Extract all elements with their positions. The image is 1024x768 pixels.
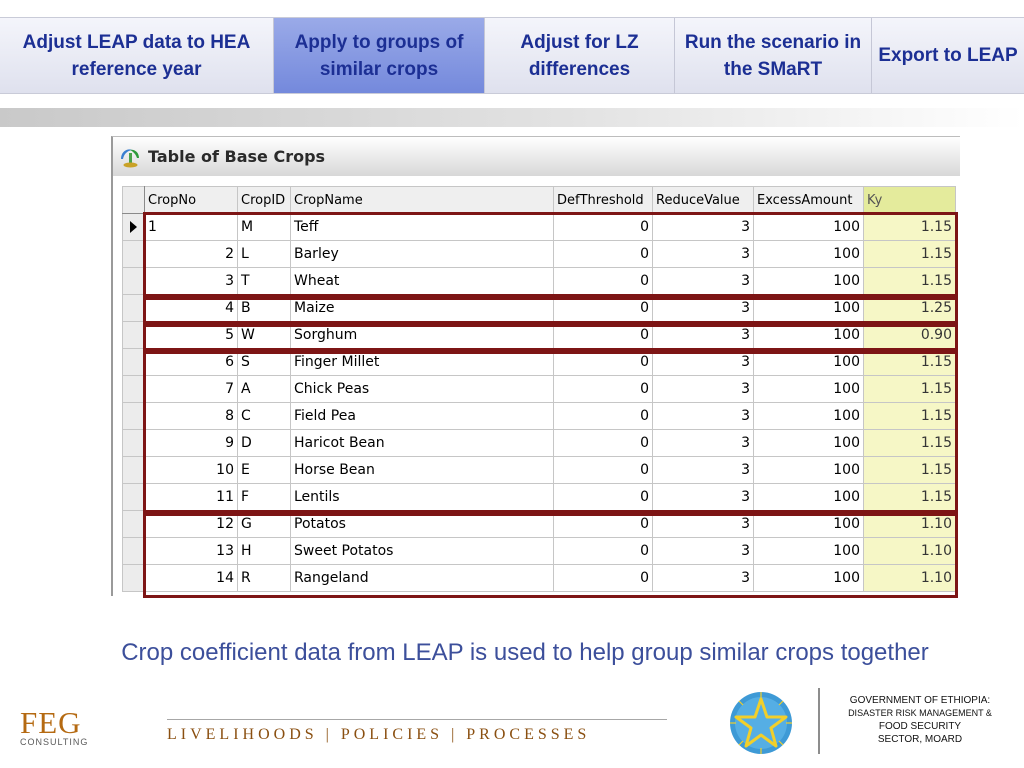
row-selector[interactable] [123,241,145,268]
cell-cropname[interactable]: Wheat [291,268,554,295]
row-selector[interactable] [123,376,145,403]
row-selector[interactable] [123,295,145,322]
cell-reducevalue[interactable]: 3 [653,430,754,457]
column-header-cropid[interactable]: CropID [238,187,291,214]
cell-cropid[interactable]: C [238,403,291,430]
cell-ky[interactable]: 1.15 [864,484,956,511]
slide-caption: Crop coefficient data from LEAP is used to help group similar crops together [121,639,929,666]
cell-cropname[interactable]: Horse Bean [291,457,554,484]
row-selector[interactable] [123,538,145,565]
cell-cropno[interactable]: 2 [145,241,238,268]
cell-cropno[interactable]: 1 [145,214,238,241]
gov-line-4: SECTOR, MOARD [877,734,963,745]
cell-cropno[interactable]: 11 [145,484,238,511]
cell-excessamount[interactable]: 100 [754,241,864,268]
cell-reducevalue[interactable]: 3 [653,457,754,484]
window-title: Table of Base Crops [148,147,326,166]
cell-defthreshold[interactable]: 0 [554,484,653,511]
table-row[interactable] [123,376,956,403]
cell-cropno[interactable]: 13 [145,538,238,565]
decorative-band [0,108,1024,127]
cell-reducevalue[interactable]: 3 [653,322,754,349]
cell-cropid[interactable]: T [238,268,291,295]
cell-defthreshold[interactable]: 0 [554,349,653,376]
cell-ky[interactable]: 1.25 [864,295,956,322]
table-row[interactable] [123,214,956,241]
feg-logo-subtext: CONSULTING [20,737,89,747]
cell-cropid[interactable]: W [238,322,291,349]
cell-cropname[interactable]: Sweet Potatos [291,538,554,565]
government-credit [830,694,1010,746]
feg-logo-text: FEG [20,705,82,740]
row-selector[interactable] [123,214,145,241]
cell-cropno[interactable]: 12 [145,511,238,538]
column-header-reducevalue[interactable]: ReduceValue [653,187,754,214]
cell-reducevalue[interactable]: 3 [653,376,754,403]
cell-excessamount[interactable]: 100 [754,457,864,484]
cell-cropname[interactable]: Sorghum [291,322,554,349]
cell-excessamount[interactable]: 100 [754,295,864,322]
cell-cropname[interactable]: Lentils [291,484,554,511]
cell-cropid[interactable]: H [238,538,291,565]
gov-line-2: DISASTER RISK MANAGEMENT & [848,708,992,718]
cell-cropname[interactable]: Potatos [291,511,554,538]
tab-adjust-leap-data[interactable]: Adjust LEAP data to HEA reference year [0,18,274,93]
cell-ky[interactable]: 1.10 [864,511,956,538]
table-row[interactable] [123,484,956,511]
current-row-arrow-icon [130,221,137,233]
table-row[interactable] [123,538,956,565]
cell-cropno[interactable]: 3 [145,268,238,295]
cell-ky[interactable]: 0.90 [864,322,956,349]
cell-reducevalue[interactable]: 3 [653,295,754,322]
cell-cropname[interactable]: Teff [291,214,554,241]
cell-cropno[interactable]: 8 [145,403,238,430]
column-header-cropname[interactable]: CropName [291,187,554,214]
cell-cropno[interactable]: 9 [145,430,238,457]
footer-tagline: LIVELIHOODS | POLICIES | PROCESSES [167,726,591,743]
cell-reducevalue[interactable]: 3 [653,241,754,268]
cell-cropname[interactable]: Rangeland [291,565,554,592]
cell-cropid[interactable]: B [238,295,291,322]
cell-defthreshold[interactable]: 0 [554,430,653,457]
column-header-excessamount[interactable]: ExcessAmount [754,187,864,214]
cell-cropname[interactable]: Maize [291,295,554,322]
tab-apply-to-groups[interactable]: Apply to groups of similar crops [274,18,485,93]
cell-cropno[interactable]: 10 [145,457,238,484]
cell-cropid[interactable]: M [238,214,291,241]
table-row[interactable] [123,511,956,538]
tab-run-scenario[interactable]: Run the scenario in the SMaRT [675,18,872,93]
crop-plant-icon [118,146,142,168]
cell-ky[interactable]: 1.10 [864,565,956,592]
cell-reducevalue[interactable]: 3 [653,511,754,538]
cell-reducevalue[interactable]: 3 [653,403,754,430]
cell-cropid[interactable]: A [238,376,291,403]
row-selector[interactable] [123,565,145,592]
table-row[interactable] [123,295,956,322]
row-selector[interactable] [123,349,145,376]
cell-excessamount[interactable]: 100 [754,430,864,457]
cell-excessamount[interactable]: 100 [754,511,864,538]
cell-reducevalue[interactable]: 3 [653,214,754,241]
cell-defthreshold[interactable]: 0 [554,295,653,322]
cell-cropid[interactable]: D [238,430,291,457]
footer-rule [167,719,667,720]
cell-ky[interactable]: 1.15 [864,430,956,457]
row-selector[interactable] [123,430,145,457]
cell-defthreshold[interactable]: 0 [554,214,653,241]
cell-cropid[interactable]: E [238,457,291,484]
cell-ky[interactable]: 1.15 [864,268,956,295]
cell-ky[interactable]: 1.15 [864,349,956,376]
cell-cropid[interactable]: G [238,511,291,538]
cell-excessamount[interactable]: 100 [754,268,864,295]
cell-reducevalue[interactable]: 3 [653,565,754,592]
cell-cropno[interactable]: 7 [145,376,238,403]
cell-defthreshold[interactable]: 0 [554,511,653,538]
cell-cropno[interactable]: 4 [145,295,238,322]
cell-defthreshold[interactable]: 0 [554,565,653,592]
window-title-bar[interactable] [111,136,960,176]
table-row[interactable] [123,349,956,376]
cell-reducevalue[interactable]: 3 [653,268,754,295]
table-row[interactable] [123,430,956,457]
cell-cropid[interactable]: S [238,349,291,376]
cell-defthreshold[interactable]: 0 [554,403,653,430]
gov-line-3: FOOD SECURITY [878,721,962,732]
cell-excessamount[interactable]: 100 [754,349,864,376]
gov-line-1: GOVERNMENT OF ETHIOPIA: [849,695,991,706]
cell-cropno[interactable]: 6 [145,349,238,376]
feg-logo [20,705,89,747]
cell-cropname[interactable]: Finger Millet [291,349,554,376]
cell-cropname[interactable]: Barley [291,241,554,268]
cell-excessamount[interactable]: 100 [754,538,864,565]
table-row[interactable] [123,403,956,430]
cell-cropname[interactable]: Haricot Bean [291,430,554,457]
footer-divider [818,688,820,754]
table-window [111,136,960,596]
row-selector[interactable] [123,268,145,295]
cell-cropid[interactable]: F [238,484,291,511]
cell-reducevalue[interactable]: 3 [653,349,754,376]
table-header-row [123,187,956,214]
column-header-defthreshold[interactable]: DefThreshold [554,187,653,214]
cell-defthreshold[interactable]: 0 [554,457,653,484]
cell-defthreshold[interactable]: 0 [554,241,653,268]
cell-excessamount[interactable]: 100 [754,376,864,403]
cell-cropname[interactable]: Chick Peas [291,376,554,403]
table-row[interactable] [123,565,956,592]
column-header-ky[interactable]: Ky [864,187,956,214]
cell-defthreshold[interactable]: 0 [554,322,653,349]
cell-ky[interactable]: 1.15 [864,376,956,403]
cell-defthreshold[interactable]: 0 [554,376,653,403]
row-selector[interactable] [123,322,145,349]
process-nav [0,17,1024,94]
table-row[interactable] [123,241,956,268]
table-row[interactable] [123,322,956,349]
table-row[interactable] [123,457,956,484]
cell-defthreshold[interactable]: 0 [554,268,653,295]
cell-ky[interactable]: 1.15 [864,214,956,241]
cell-excessamount[interactable]: 100 [754,322,864,349]
row-selector[interactable] [123,484,145,511]
cell-cropid[interactable]: L [238,241,291,268]
cell-ky[interactable]: 1.10 [864,538,956,565]
cell-ky[interactable]: 1.15 [864,403,956,430]
row-selector[interactable] [123,457,145,484]
row-selector[interactable] [123,403,145,430]
cell-excessamount[interactable]: 100 [754,565,864,592]
table-row[interactable] [123,268,956,295]
ethiopia-emblem-icon [728,690,794,756]
data-grid-area [111,176,960,596]
cell-cropno[interactable]: 14 [145,565,238,592]
cell-ky[interactable]: 1.15 [864,241,956,268]
row-selector-header [123,187,145,214]
cell-ky[interactable]: 1.15 [864,457,956,484]
cell-excessamount[interactable]: 100 [754,484,864,511]
cell-cropno[interactable]: 5 [145,322,238,349]
cell-cropid[interactable]: R [238,565,291,592]
base-crops-table [122,186,956,592]
tab-export-leap[interactable]: Export to LEAP [872,18,1024,93]
cell-excessamount[interactable]: 100 [754,403,864,430]
table-body [123,214,956,592]
cell-excessamount[interactable]: 100 [754,214,864,241]
column-header-cropno[interactable]: CropNo [145,187,238,214]
tab-adjust-lz[interactable]: Adjust for LZ differences [485,18,675,93]
cell-cropname[interactable]: Field Pea [291,403,554,430]
cell-reducevalue[interactable]: 3 [653,538,754,565]
cell-defthreshold[interactable]: 0 [554,538,653,565]
row-selector[interactable] [123,511,145,538]
cell-reducevalue[interactable]: 3 [653,484,754,511]
